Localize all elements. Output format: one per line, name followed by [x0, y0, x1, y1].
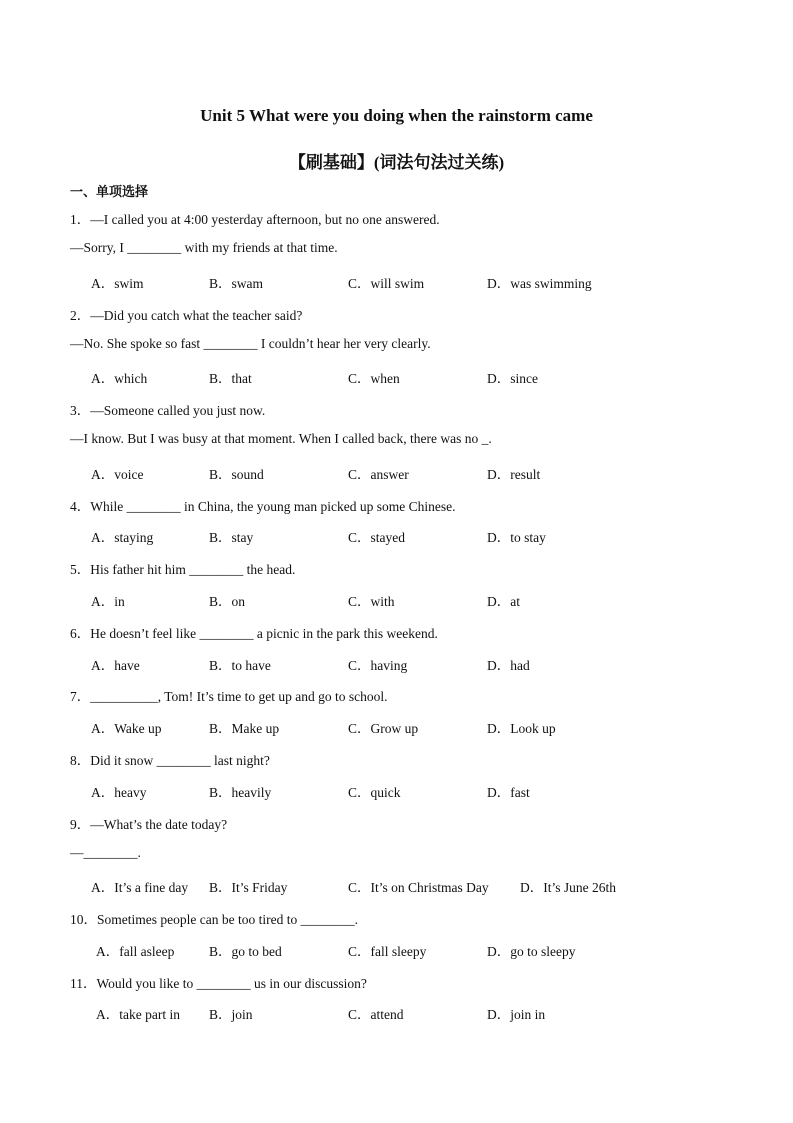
option-d: D．to stay — [487, 530, 546, 545]
option-d: D．result — [487, 467, 541, 482]
option-a: A．have — [91, 658, 140, 673]
option-d: D．was swimming — [487, 276, 592, 291]
option-a: A．swim — [91, 276, 144, 291]
option-b: B．join — [209, 1007, 253, 1022]
option-b: B．that — [209, 371, 252, 386]
question-stem-2: —Sorry, I ________ with my friends at that time. — [70, 240, 338, 255]
question-stem-2: —I know. But I was busy at that moment. When I called back, there was no _. — [70, 431, 492, 446]
option-c: C．Grow up — [348, 721, 419, 736]
question-stem-2: —No. She spoke so fast ________ I couldn’t hear her very clearly. — [70, 336, 431, 351]
option-c: C．when — [348, 371, 400, 386]
option-a: A．It’s a fine day — [91, 880, 189, 895]
option-b: B．heavily — [209, 785, 272, 800]
option-b: B．stay — [209, 530, 254, 545]
question-stem: 7．__________, Tom! It’s time to get up and go to school. — [70, 689, 388, 704]
option-b: B．It’s Friday — [209, 880, 288, 895]
question-stem: 2．—Did you catch what the teacher said? — [70, 308, 303, 323]
question-stem: 1．—I called you at 4:00 yesterday afternoon, but no one answered. — [70, 212, 440, 227]
option-b: B．Make up — [209, 721, 280, 736]
option-a: A．which — [91, 371, 148, 386]
option-b: B．on — [209, 594, 246, 609]
option-c: C．fall sleepy — [348, 944, 427, 959]
question-stem: 8．Did it snow ________ last night? — [70, 753, 270, 768]
option-d: D．had — [487, 658, 530, 673]
option-c: C．attend — [348, 1007, 404, 1022]
option-a: A．take part in — [96, 1007, 180, 1022]
option-d: D．Look up — [487, 721, 556, 736]
option-c: C．answer — [348, 467, 409, 482]
option-d: D．It’s June 26th — [520, 880, 616, 895]
option-c: C．with — [348, 594, 395, 609]
question-stem: 5．His father hit him ________ the head. — [70, 562, 296, 577]
question-stem: 10．Sometimes people can be too tired to ________. — [70, 912, 358, 927]
option-d: D．go to sleepy — [487, 944, 576, 959]
option-d: D．since — [487, 371, 538, 386]
question-stem: 3．—Someone called you just now. — [70, 403, 266, 418]
option-a: A．in — [91, 594, 125, 609]
option-d: D．at — [487, 594, 520, 609]
page-subtitle: 【刷基础】(词法句法过关练) — [288, 153, 505, 172]
page-title: Unit 5 What were you doing when the rainstorm came — [200, 106, 593, 125]
option-b: B．to have — [209, 658, 271, 673]
option-a: A．staying — [91, 530, 154, 545]
question-stem: 9．—What’s the date today? — [70, 817, 228, 832]
option-b: B．sound — [209, 467, 264, 482]
option-d: D．fast — [487, 785, 530, 800]
question-stem-2: —________. — [70, 845, 141, 860]
option-c: C．having — [348, 658, 408, 673]
question-stem: 4．While ________ in China, the young man picked up some Chinese. — [70, 499, 456, 514]
option-b: B．go to bed — [209, 944, 282, 959]
option-a: A．fall asleep — [96, 944, 175, 959]
option-a: A．Wake up — [91, 721, 162, 736]
question-stem: 11．Would you like to ________ us in our discussion? — [70, 976, 367, 991]
option-b: B．swam — [209, 276, 263, 291]
option-c: C．stayed — [348, 530, 405, 545]
question-stem: 6．He doesn’t feel like ________ a picnic in the park this weekend. — [70, 626, 438, 641]
option-a: A．heavy — [91, 785, 147, 800]
section-heading: 一、单项选择 — [70, 185, 149, 200]
option-c: C．It’s on Christmas Day — [348, 880, 489, 895]
option-a: A．voice — [91, 467, 144, 482]
option-d: D．join in — [487, 1007, 546, 1022]
option-c: C．quick — [348, 785, 401, 800]
option-c: C．will swim — [348, 276, 425, 291]
